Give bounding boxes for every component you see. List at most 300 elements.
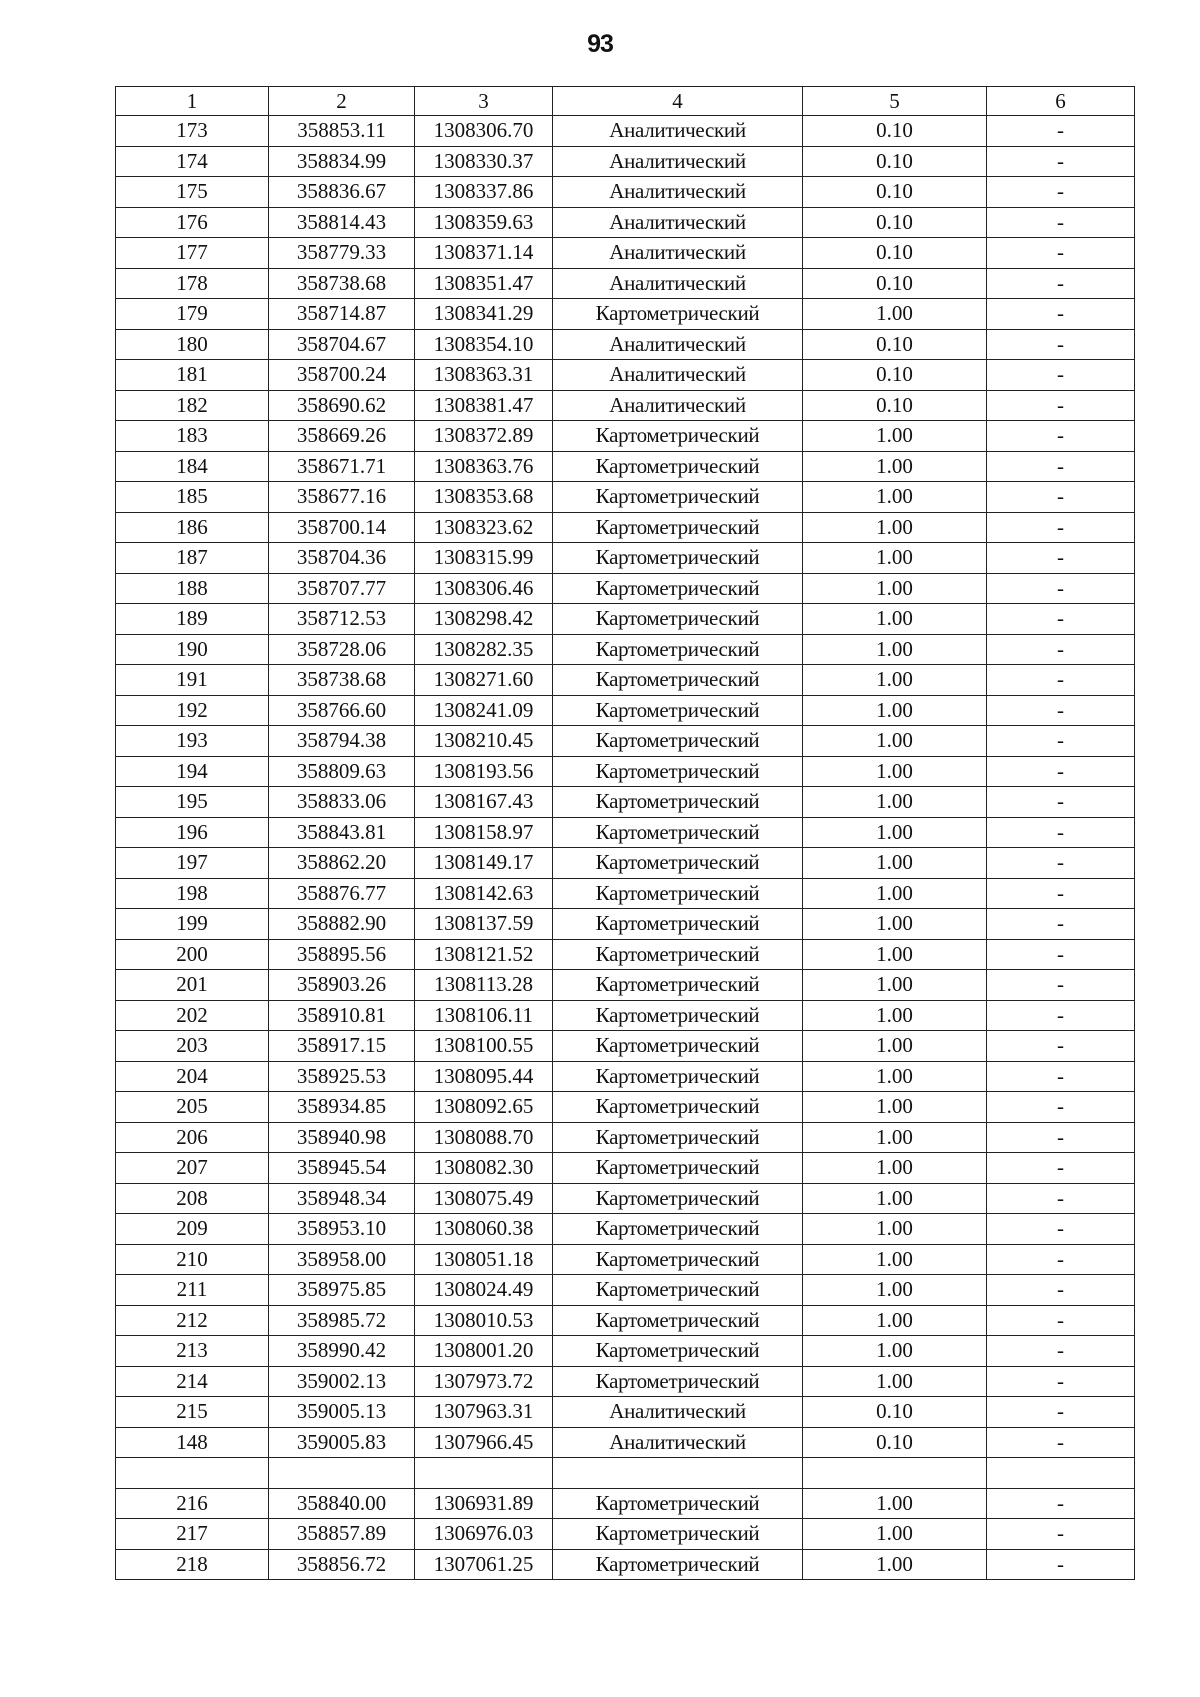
table-row (116, 1366, 1135, 1397)
cell-method: Картометрический (553, 970, 803, 1001)
cell-x: 358910.81 (269, 1000, 415, 1031)
cell-description: - (987, 390, 1135, 421)
table-row (116, 634, 1135, 665)
cell-accuracy: 1.00 (803, 421, 987, 452)
cell-x: 358766.60 (269, 695, 415, 726)
cell-x: 358895.56 (269, 939, 415, 970)
table-row (116, 329, 1135, 360)
table-row (116, 1427, 1135, 1458)
cell-accuracy: 0.10 (803, 390, 987, 421)
cell-method: Картометрический (553, 787, 803, 818)
cell-description: - (987, 1275, 1135, 1306)
cell-method: Картометрический (553, 817, 803, 848)
cell-x: 358958.00 (269, 1244, 415, 1275)
cell-x: 358738.68 (269, 665, 415, 696)
cell-method: Картометрический (553, 1214, 803, 1245)
cell-accuracy: 1.00 (803, 1183, 987, 1214)
cell-accuracy: 1.00 (803, 848, 987, 879)
cell-accuracy: 0.10 (803, 329, 987, 360)
cell-point-number: 209 (116, 1214, 269, 1245)
cell-x: 358917.15 (269, 1031, 415, 1062)
cell-y: 1308121.52 (415, 939, 553, 970)
cell-point-number: 218 (116, 1549, 269, 1580)
cell-description: - (987, 848, 1135, 879)
cell-point-number: 181 (116, 360, 269, 391)
cell-accuracy: 1.00 (803, 1244, 987, 1275)
header-cell-method: 4 (553, 87, 803, 116)
cell-x: 358940.98 (269, 1122, 415, 1153)
table-row (116, 1336, 1135, 1367)
table-body (116, 87, 1135, 1580)
cell-accuracy: 0.10 (803, 177, 987, 208)
cell-x: 359005.13 (269, 1397, 415, 1428)
header-cell-y: 3 (415, 87, 553, 116)
cell-method: Картометрический (553, 1549, 803, 1580)
cell-x: 358836.67 (269, 177, 415, 208)
cell-point-number: 192 (116, 695, 269, 726)
cell-y: 1308315.99 (415, 543, 553, 574)
cell-accuracy: 1.00 (803, 1031, 987, 1062)
cell-accuracy: 1.00 (803, 1153, 987, 1184)
cell-accuracy: 1.00 (803, 604, 987, 635)
cell-y: 1308142.63 (415, 878, 553, 909)
table-row (116, 604, 1135, 635)
cell-y: 1307966.45 (415, 1427, 553, 1458)
cell-x: 358704.67 (269, 329, 415, 360)
cell-accuracy (803, 1458, 987, 1489)
cell-accuracy: 0.10 (803, 1397, 987, 1428)
cell-description: - (987, 238, 1135, 269)
cell-x: 358862.20 (269, 848, 415, 879)
cell-method: Картометрический (553, 1183, 803, 1214)
cell-description: - (987, 482, 1135, 513)
table-row (116, 177, 1135, 208)
table-row (116, 482, 1135, 513)
cell-point-number (116, 1458, 269, 1489)
cell-y: 1308337.86 (415, 177, 553, 208)
cell-method: Картометрический (553, 1366, 803, 1397)
cell-point-number: 198 (116, 878, 269, 909)
cell-accuracy: 1.00 (803, 695, 987, 726)
cell-description: - (987, 543, 1135, 574)
table-row (116, 1397, 1135, 1428)
cell-point-number: 193 (116, 726, 269, 757)
table-row (116, 787, 1135, 818)
cell-y: 1308024.49 (415, 1275, 553, 1306)
cell-accuracy: 0.10 (803, 238, 987, 269)
cell-y: 1308372.89 (415, 421, 553, 452)
cell-accuracy: 1.00 (803, 787, 987, 818)
cell-y (415, 1458, 553, 1489)
cell-method: Картометрический (553, 756, 803, 787)
cell-method: Картометрический (553, 1275, 803, 1306)
cell-y: 1306931.89 (415, 1488, 553, 1519)
table-row (116, 1549, 1135, 1580)
table-row (116, 543, 1135, 574)
table-row (116, 1153, 1135, 1184)
cell-x: 358934.85 (269, 1092, 415, 1123)
cell-description: - (987, 329, 1135, 360)
cell-description: - (987, 268, 1135, 299)
cell-accuracy: 1.00 (803, 726, 987, 757)
cell-point-number: 211 (116, 1275, 269, 1306)
cell-accuracy: 1.00 (803, 909, 987, 940)
cell-method: Картометрический (553, 1519, 803, 1550)
cell-accuracy: 1.00 (803, 1122, 987, 1153)
cell-description: - (987, 756, 1135, 787)
cell-x: 358779.33 (269, 238, 415, 269)
cell-description: - (987, 787, 1135, 818)
cell-description: - (987, 1092, 1135, 1123)
cell-x: 358833.06 (269, 787, 415, 818)
cell-x: 358985.72 (269, 1305, 415, 1336)
table-row (116, 238, 1135, 269)
cell-accuracy: 1.00 (803, 543, 987, 574)
table-row (116, 1092, 1135, 1123)
cell-x: 358690.62 (269, 390, 415, 421)
cell-description: - (987, 177, 1135, 208)
cell-description: - (987, 1305, 1135, 1336)
cell-y: 1308241.09 (415, 695, 553, 726)
cell-x: 358738.68 (269, 268, 415, 299)
cell-y: 1308167.43 (415, 787, 553, 818)
cell-method: Картометрический (553, 1153, 803, 1184)
cell-description: - (987, 421, 1135, 452)
cell-point-number: 206 (116, 1122, 269, 1153)
table-row (116, 299, 1135, 330)
cell-x: 358707.77 (269, 573, 415, 604)
cell-description: - (987, 970, 1135, 1001)
table-row (116, 1214, 1135, 1245)
cell-point-number: 205 (116, 1092, 269, 1123)
cell-description: - (987, 1183, 1135, 1214)
cell-description: - (987, 146, 1135, 177)
cell-x: 358903.26 (269, 970, 415, 1001)
table-row (116, 512, 1135, 543)
cell-method: Картометрический (553, 909, 803, 940)
cell-point-number: 186 (116, 512, 269, 543)
cell-y: 1306976.03 (415, 1519, 553, 1550)
cell-y: 1307973.72 (415, 1366, 553, 1397)
cell-point-number: 191 (116, 665, 269, 696)
table-row (116, 268, 1135, 299)
cell-method: Аналитический (553, 1427, 803, 1458)
cell-y: 1308341.29 (415, 299, 553, 330)
table-row (116, 390, 1135, 421)
cell-method: Картометрический (553, 878, 803, 909)
cell-accuracy: 1.00 (803, 1305, 987, 1336)
cell-y: 1308158.97 (415, 817, 553, 848)
cell-point-number: 182 (116, 390, 269, 421)
cell-x: 358794.38 (269, 726, 415, 757)
cell-accuracy: 1.00 (803, 817, 987, 848)
cell-y: 1308271.60 (415, 665, 553, 696)
cell-description: - (987, 939, 1135, 970)
table-row (116, 146, 1135, 177)
cell-point-number: 148 (116, 1427, 269, 1458)
table-row (116, 665, 1135, 696)
cell-y: 1308210.45 (415, 726, 553, 757)
cell-description: - (987, 1366, 1135, 1397)
table-row (116, 695, 1135, 726)
cell-y: 1308137.59 (415, 909, 553, 940)
cell-accuracy: 1.00 (803, 1061, 987, 1092)
cell-x: 358856.72 (269, 1549, 415, 1580)
cell-point-number: 200 (116, 939, 269, 970)
cell-description: - (987, 116, 1135, 147)
cell-accuracy: 0.10 (803, 207, 987, 238)
cell-description: - (987, 1061, 1135, 1092)
table-row (116, 939, 1135, 970)
table-row (116, 909, 1135, 940)
cell-accuracy: 1.00 (803, 1092, 987, 1123)
cell-x: 359005.83 (269, 1427, 415, 1458)
table-row (116, 848, 1135, 879)
table-row (116, 451, 1135, 482)
table-row (116, 1183, 1135, 1214)
cell-point-number: 190 (116, 634, 269, 665)
cell-description: - (987, 726, 1135, 757)
cell-point-number: 174 (116, 146, 269, 177)
cell-method: Аналитический (553, 360, 803, 391)
cell-method: Аналитический (553, 238, 803, 269)
table-row (116, 726, 1135, 757)
table-row (116, 878, 1135, 909)
cell-method: Аналитический (553, 329, 803, 360)
cell-method: Картометрический (553, 1031, 803, 1062)
cell-point-number: 197 (116, 848, 269, 879)
cell-accuracy: 1.00 (803, 1000, 987, 1031)
cell-point-number: 202 (116, 1000, 269, 1031)
cell-y: 1308106.11 (415, 1000, 553, 1031)
cell-method: Аналитический (553, 116, 803, 147)
cell-method: Картометрический (553, 695, 803, 726)
cell-method: Картометрический (553, 299, 803, 330)
cell-y: 1308354.10 (415, 329, 553, 360)
cell-y: 1308082.30 (415, 1153, 553, 1184)
cell-description: - (987, 1214, 1135, 1245)
cell-y: 1308075.49 (415, 1183, 553, 1214)
cell-method: Аналитический (553, 268, 803, 299)
cell-description: - (987, 1122, 1135, 1153)
cell-description: - (987, 1488, 1135, 1519)
cell-y: 1307061.25 (415, 1549, 553, 1580)
cell-y: 1308363.76 (415, 451, 553, 482)
cell-x: 358714.87 (269, 299, 415, 330)
table-row (116, 1458, 1135, 1489)
cell-accuracy: 1.00 (803, 299, 987, 330)
cell-x (269, 1458, 415, 1489)
cell-accuracy: 0.10 (803, 268, 987, 299)
cell-method: Картометрический (553, 451, 803, 482)
cell-point-number: 212 (116, 1305, 269, 1336)
table-row (116, 1488, 1135, 1519)
cell-description: - (987, 604, 1135, 635)
cell-method: Картометрический (553, 1000, 803, 1031)
cell-point-number: 177 (116, 238, 269, 269)
cell-method (553, 1458, 803, 1489)
cell-y: 1308051.18 (415, 1244, 553, 1275)
cell-description: - (987, 1519, 1135, 1550)
table-row (116, 421, 1135, 452)
cell-point-number: 188 (116, 573, 269, 604)
cell-x: 358834.99 (269, 146, 415, 177)
cell-point-number: 217 (116, 1519, 269, 1550)
cell-description: - (987, 573, 1135, 604)
cell-description: - (987, 1427, 1135, 1458)
cell-x: 358669.26 (269, 421, 415, 452)
cell-point-number: 214 (116, 1366, 269, 1397)
cell-point-number: 207 (116, 1153, 269, 1184)
cell-y: 1308095.44 (415, 1061, 553, 1092)
cell-point-number: 196 (116, 817, 269, 848)
cell-description: - (987, 1244, 1135, 1275)
cell-accuracy: 1.00 (803, 573, 987, 604)
cell-method: Картометрический (553, 482, 803, 513)
cell-description: - (987, 512, 1135, 543)
cell-x: 358925.53 (269, 1061, 415, 1092)
header-cell-point-number: 1 (116, 87, 269, 116)
cell-accuracy: 0.10 (803, 1427, 987, 1458)
cell-y: 1308353.68 (415, 482, 553, 513)
cell-y: 1308306.70 (415, 116, 553, 147)
cell-accuracy: 1.00 (803, 451, 987, 482)
cell-description: - (987, 817, 1135, 848)
cell-method: Картометрический (553, 1305, 803, 1336)
cell-y: 1308100.55 (415, 1031, 553, 1062)
cell-description: - (987, 1549, 1135, 1580)
cell-x: 358840.00 (269, 1488, 415, 1519)
cell-description: - (987, 207, 1135, 238)
cell-method: Картометрический (553, 573, 803, 604)
cell-point-number: 216 (116, 1488, 269, 1519)
cell-y: 1308010.53 (415, 1305, 553, 1336)
cell-x: 358857.89 (269, 1519, 415, 1550)
table-row (116, 1000, 1135, 1031)
cell-x: 358843.81 (269, 817, 415, 848)
table-row (116, 1122, 1135, 1153)
cell-method: Картометрический (553, 665, 803, 696)
cell-x: 358700.24 (269, 360, 415, 391)
cell-point-number: 184 (116, 451, 269, 482)
cell-description: - (987, 1153, 1135, 1184)
cell-point-number: 204 (116, 1061, 269, 1092)
cell-x: 358677.16 (269, 482, 415, 513)
cell-accuracy: 1.00 (803, 970, 987, 1001)
cell-y: 1308298.42 (415, 604, 553, 635)
cell-x: 358712.53 (269, 604, 415, 635)
cell-accuracy: 1.00 (803, 1336, 987, 1367)
cell-method: Картометрический (553, 1122, 803, 1153)
cell-method: Аналитический (553, 177, 803, 208)
cell-y: 1308113.28 (415, 970, 553, 1001)
cell-accuracy: 1.00 (803, 939, 987, 970)
cell-point-number: 210 (116, 1244, 269, 1275)
table-row (116, 970, 1135, 1001)
header-cell-description: 6 (987, 87, 1135, 116)
cell-y: 1308363.31 (415, 360, 553, 391)
cell-point-number: 215 (116, 1397, 269, 1428)
cell-x: 359002.13 (269, 1366, 415, 1397)
cell-x: 358990.42 (269, 1336, 415, 1367)
cell-point-number: 189 (116, 604, 269, 635)
cell-point-number: 179 (116, 299, 269, 330)
cell-accuracy: 1.00 (803, 1519, 987, 1550)
cell-description: - (987, 451, 1135, 482)
cell-point-number: 213 (116, 1336, 269, 1367)
cell-point-number: 180 (116, 329, 269, 360)
cell-x: 358882.90 (269, 909, 415, 940)
cell-y: 1308351.47 (415, 268, 553, 299)
table-row (116, 1305, 1135, 1336)
cell-method: Аналитический (553, 146, 803, 177)
cell-point-number: 178 (116, 268, 269, 299)
cell-point-number: 176 (116, 207, 269, 238)
cell-point-number: 203 (116, 1031, 269, 1062)
table-header-row (116, 87, 1135, 116)
cell-accuracy: 1.00 (803, 756, 987, 787)
cell-accuracy: 1.00 (803, 482, 987, 513)
cell-accuracy: 1.00 (803, 1366, 987, 1397)
table-row (116, 1031, 1135, 1062)
cell-accuracy: 1.00 (803, 665, 987, 696)
cell-x: 358671.71 (269, 451, 415, 482)
cell-point-number: 185 (116, 482, 269, 513)
table-row (116, 360, 1135, 391)
cell-point-number: 187 (116, 543, 269, 574)
coordinates-table (115, 86, 1135, 1580)
header-cell-accuracy: 5 (803, 87, 987, 116)
cell-method: Картометрический (553, 1336, 803, 1367)
cell-point-number: 194 (116, 756, 269, 787)
cell-method: Картометрический (553, 1488, 803, 1519)
cell-x: 358700.14 (269, 512, 415, 543)
cell-x: 358704.36 (269, 543, 415, 574)
cell-x: 358876.77 (269, 878, 415, 909)
cell-accuracy: 1.00 (803, 1214, 987, 1245)
cell-x: 358814.43 (269, 207, 415, 238)
cell-accuracy: 1.00 (803, 634, 987, 665)
cell-point-number: 173 (116, 116, 269, 147)
cell-method: Картометрический (553, 604, 803, 635)
cell-point-number: 175 (116, 177, 269, 208)
cell-description (987, 1458, 1135, 1489)
cell-x: 358945.54 (269, 1153, 415, 1184)
cell-description: - (987, 665, 1135, 696)
cell-y: 1308088.70 (415, 1122, 553, 1153)
cell-method: Картометрический (553, 634, 803, 665)
table-row (116, 116, 1135, 147)
cell-accuracy: 1.00 (803, 1488, 987, 1519)
cell-y: 1308193.56 (415, 756, 553, 787)
cell-accuracy: 0.10 (803, 360, 987, 391)
cell-method: Картометрический (553, 1244, 803, 1275)
cell-x: 358948.34 (269, 1183, 415, 1214)
cell-accuracy: 1.00 (803, 1275, 987, 1306)
cell-y: 1308381.47 (415, 390, 553, 421)
table-row (116, 207, 1135, 238)
table-row (116, 756, 1135, 787)
table-row (116, 573, 1135, 604)
cell-method: Картометрический (553, 939, 803, 970)
cell-accuracy: 0.10 (803, 116, 987, 147)
cell-x: 358953.10 (269, 1214, 415, 1245)
table-row (116, 1061, 1135, 1092)
cell-point-number: 201 (116, 970, 269, 1001)
cell-y: 1307963.31 (415, 1397, 553, 1428)
cell-method: Картометрический (553, 848, 803, 879)
cell-method: Картометрический (553, 1061, 803, 1092)
